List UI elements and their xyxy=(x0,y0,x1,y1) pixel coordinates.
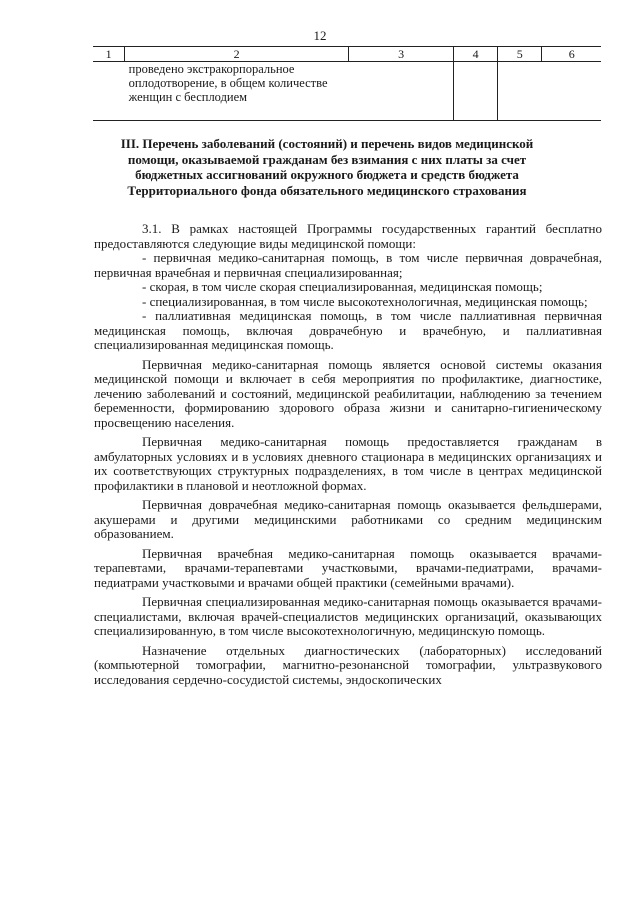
page-number: 12 xyxy=(313,28,327,43)
column-header-2: 2 xyxy=(125,47,349,62)
table-header-row xyxy=(93,47,601,62)
body-text xyxy=(94,222,602,687)
table-cell-5 xyxy=(498,62,542,121)
paragraph-intro: 3.1. В рамках настоящей Программы государственных гарантий бесплатно предоставляются следующие виды медицинской помощи: xyxy=(94,221,602,251)
list-item-primary-care: - первичная медико-санитарная помощь, в том числе первичная доврачебная, первичная врачебная и первичная специализированная; xyxy=(94,250,602,280)
table-cell-2: проведено экстракорпоральное оплодотворение, в общем количестве женщин с бесплодием xyxy=(125,62,349,121)
column-header-1: 1 xyxy=(93,47,125,62)
table-cell-3 xyxy=(349,62,454,121)
table-cell-1 xyxy=(93,62,125,121)
list-item-specialized-care: - специализированная, в том числе высокотехнологичная, медицинская помощь; xyxy=(142,293,588,309)
paragraph: Первичная врачебная медико-санитарная помощь оказывается врачами-терапевтами, врачами-терапевтами участковыми, врачами-педиатрами, врачами-педиатрами участковыми и врачами общей практики (семейными врачами). xyxy=(94,545,602,590)
column-header-3: 3 xyxy=(349,47,454,62)
paragraph: Назначение отдельных диагностических (лабораторных) исследований (компьютерной томографии, магнитно-резонансной томографии, ультразвукового исследования сердечно-сосудистой системы, эндоскопических xyxy=(94,642,602,687)
paragraph: Первичная доврачебная медико-санитарная помощь оказывается фельдшерами, акушерами и другими медицинскими работниками со средним медицинским образованием. xyxy=(94,497,602,541)
column-header-5: 5 xyxy=(498,47,542,62)
table-cell-6 xyxy=(542,62,601,121)
section-title: III. Перечень заболеваний (состояний) и перечень видов медицинской помощи, оказываемой гражданам без взимания с них платы за счет бюджетных ассигнований окружного бюджета и средств бюджета Территориального фонда обязательного медицинского страхования xyxy=(120,136,534,198)
paragraph: Первичная медико-санитарная помощь является основой системы оказания медицинской помощи и включает в себя мероприятия по профилактике, диагностике, лечению заболеваний и состояний, медицинской реабилитации, наблюдению за течением беременности, формированию здорового образа жизни и санитарно-гигиеническому просвещению населения. xyxy=(94,356,602,430)
list-item-palliative-care: - паллиативная медицинская помощь, в том числе паллиативная первичная медицинская помощь, включая доврачебную и врачебную, и паллиативная специализированная медицинская помощь. xyxy=(94,308,602,352)
continuation-table xyxy=(93,46,601,121)
column-header-6: 6 xyxy=(542,47,601,62)
table-cell-4 xyxy=(454,62,498,121)
paragraph: Первичная медико-санитарная помощь предоставляется гражданам в амбулаторных условиях и в условиях дневного стационара в медицинских организациях и их соответствующих структурных подразделениях, в том числе в центрах медицинской профилактики в плановой и неотложной формах. xyxy=(94,434,602,493)
column-header-4: 4 xyxy=(454,47,498,62)
paragraph: Первичная специализированная медико-санитарная помощь оказывается врачами-специалистами, включая врачей-специалистов медицинских организаций, оказывающих специализированную, в том числе высокотехнологичную, медицинскую помощь. xyxy=(94,594,602,638)
table-row xyxy=(93,62,601,121)
list-item-emergency-care: - скорая, в том числе скорая специализированная, медицинская помощь; xyxy=(142,279,543,294)
